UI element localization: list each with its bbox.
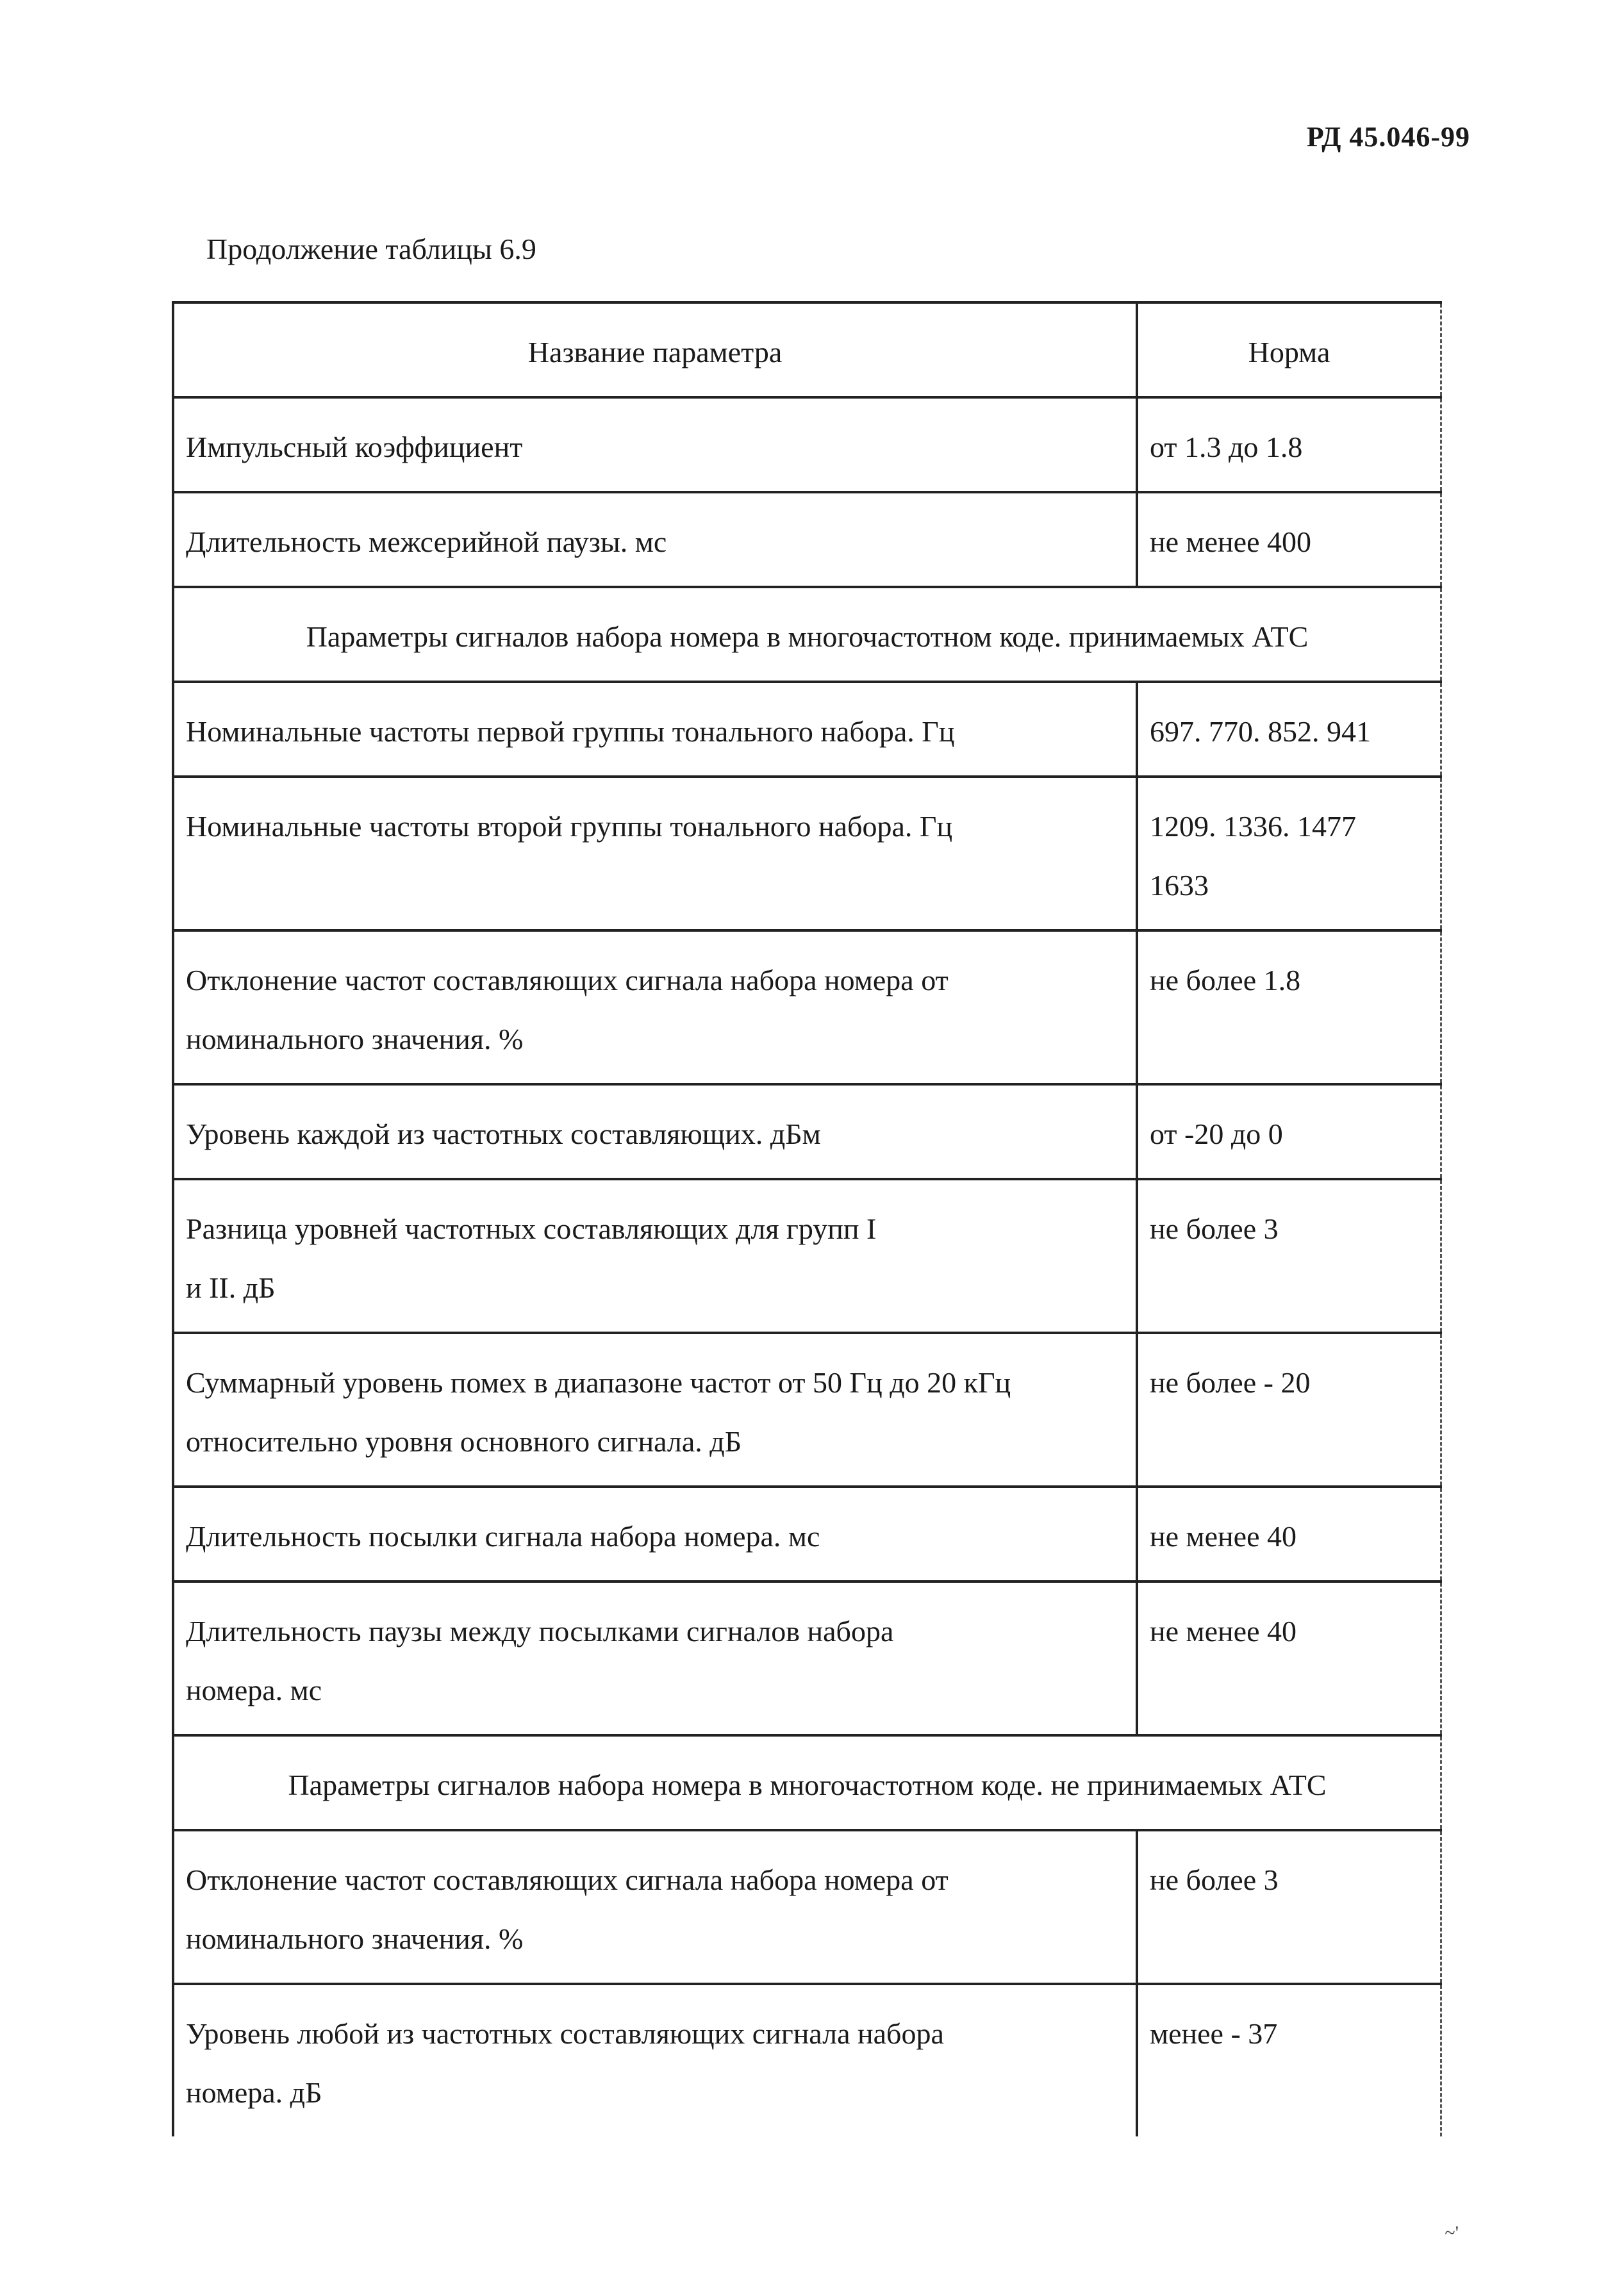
param-text: Отклонение частот составляющих сигнала набора номера от (186, 964, 949, 996)
header-norm-label: Норма (1248, 336, 1330, 368)
norm-text: не более 1.8 (1150, 964, 1301, 996)
norm-text: 697. 770. 852. 941 (1150, 715, 1371, 748)
table-caption: Продолжение таблицы 6.9 (206, 233, 536, 265)
norm-cell (1138, 683, 1442, 775)
norm-text: не более 3 (1150, 1212, 1279, 1245)
table-row (174, 778, 1442, 932)
param-cell (174, 683, 1138, 775)
norm-cell (1138, 1488, 1442, 1580)
param-text: относительно уровня основного сигнала. дБ (186, 1425, 742, 1458)
param-text: номинального значения. % (186, 1922, 524, 1955)
norm-text: 1633 (1150, 869, 1209, 902)
norm-text: не более 3 (1150, 1863, 1279, 1896)
param-text: Длительность паузы между посылками сигналов набора (186, 1615, 894, 1648)
table-row (174, 932, 1442, 1086)
param-cell (174, 1334, 1138, 1485)
param-cell (174, 1985, 1138, 2136)
param-cell (174, 932, 1138, 1083)
norm-text: менее - 37 (1150, 2017, 1278, 2050)
norm-text: не менее 40 (1150, 1615, 1297, 1648)
table-row (174, 1831, 1442, 1985)
document-code: РД 45.046-99 (1306, 121, 1470, 153)
param-cell (174, 1583, 1138, 1734)
table-row (174, 1334, 1442, 1488)
param-cell (174, 1180, 1138, 1332)
table-row (174, 683, 1442, 778)
section-title: Параметры сигналов набора номера в многочастотном коде. не принимаемых АТС (174, 1737, 1442, 1829)
norm-text: от -20 до 0 (1150, 1118, 1283, 1150)
norm-cell (1138, 932, 1442, 1083)
param-cell (174, 1488, 1138, 1580)
param-text: номинального значения. % (186, 1023, 524, 1055)
table-row (174, 493, 1442, 588)
param-text: Отклонение частот составляющих сигнала набора номера от (186, 1863, 949, 1896)
param-text: номера. дБ (186, 2076, 322, 2109)
norm-cell (1138, 1831, 1442, 1983)
param-text: Номинальные частоты первой группы тонального набора. Гц (186, 715, 955, 748)
norm-cell (1138, 399, 1442, 491)
table-row (174, 1583, 1442, 1737)
table-header-row (174, 304, 1442, 399)
norm-text: не более - 20 (1150, 1366, 1311, 1399)
param-cell (174, 493, 1138, 586)
param-cell (174, 778, 1138, 929)
table-row (174, 1985, 1442, 2136)
table-row (174, 1180, 1442, 1334)
norm-text: не менее 400 (1150, 525, 1312, 558)
param-cell (174, 399, 1138, 491)
param-text: и II. дБ (186, 1271, 276, 1304)
param-cell (174, 1831, 1138, 1983)
table-row (174, 399, 1442, 493)
param-text: Уровень любой из частотных составляющих сигнала набора (186, 2017, 944, 2050)
table-body (174, 399, 1442, 2136)
section-title: Параметры сигналов набора номера в многочастотном коде. принимаемых АТС (174, 588, 1442, 681)
parameters-table (172, 301, 1442, 2136)
norm-cell (1138, 493, 1442, 586)
header-param (174, 304, 1138, 396)
param-text: Импульсный коэффициент (186, 431, 523, 463)
table-row (174, 1488, 1442, 1583)
param-text: номера. мс (186, 1674, 322, 1706)
header-norm (1138, 304, 1442, 396)
section-header-row (174, 588, 1442, 683)
norm-text: 1209. 1336. 1477 (1150, 810, 1356, 843)
param-text: Номинальные частоты второй группы тонального набора. Гц (186, 810, 953, 843)
param-cell (174, 1086, 1138, 1178)
param-text: Суммарный уровень помех в диапазоне частот от 50 Гц до 20 кГц (186, 1366, 1011, 1399)
param-text: Разница уровней частотных составляющих для групп I (186, 1212, 877, 1245)
header-param-label: Название параметра (527, 336, 783, 368)
norm-cell (1138, 1583, 1442, 1734)
norm-cell (1138, 1086, 1442, 1178)
norm-text: от 1.3 до 1.8 (1150, 431, 1303, 463)
norm-cell (1138, 1985, 1442, 2136)
norm-cell (1138, 1334, 1442, 1485)
param-text: Уровень каждой из частотных составляющих. дБм (186, 1118, 821, 1150)
norm-text: не менее 40 (1150, 1520, 1297, 1553)
norm-cell (1138, 1180, 1442, 1332)
param-text: Длительность посылки сигнала набора номера. мс (186, 1520, 820, 1553)
table-row (174, 1086, 1442, 1180)
section-header-row (174, 1737, 1442, 1831)
page-mark: ~' (1445, 2222, 1459, 2243)
norm-cell (1138, 778, 1442, 929)
param-text: Длительность межсерийной паузы. мс (186, 525, 667, 558)
